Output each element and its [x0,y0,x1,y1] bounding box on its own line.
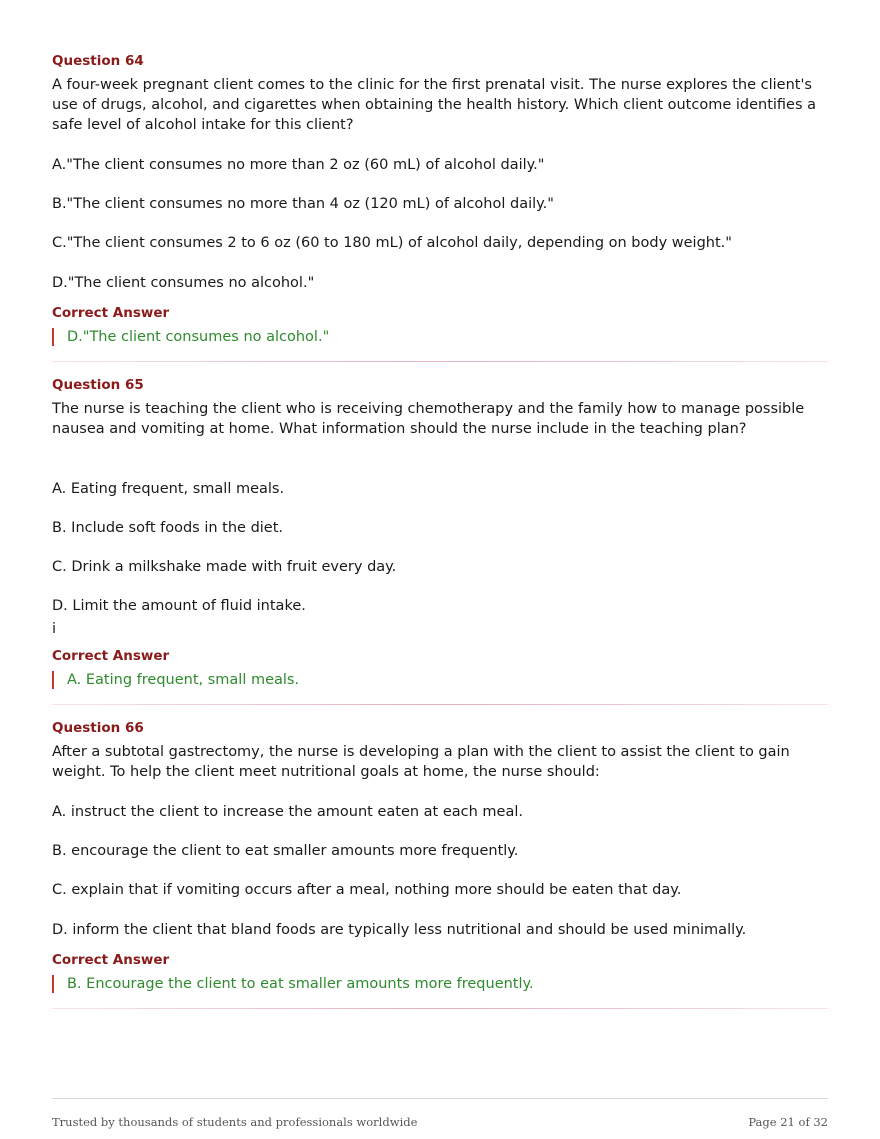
option-a: A."The client consumes no more than 2 oz (60 mL) of alcohol daily." [52,157,545,173]
correct-answer: D."The client consumes no alcohol." [52,328,329,346]
correct-answer: B. Encourage the client to eat smaller amounts more frequently. [52,975,534,993]
question-body: The nurse is teaching the client who is receiving chemotherapy and the family how to manage possible nausea and vomiting at home. What information should the nurse include in the teaching plan? [52,401,805,437]
option-b: B. encourage the client to eat smaller amounts more frequently. [52,843,519,859]
question-title: Question 65 [52,377,144,393]
footer-tagline: Trusted by thousands of students and professionals worldwide [52,1115,418,1129]
option-a: A. Eating frequent, small meals. [52,481,285,497]
option-b: B. Include soft foods in the diet. [52,520,284,536]
correct-answer: A. Eating frequent, small meals. [52,671,299,689]
option-d: D."The client consumes no alcohol." [52,275,315,291]
option-a: A. instruct the client to increase the amount eaten at each meal. [52,804,523,820]
question-66-block [52,719,828,782]
question-65-block [52,376,828,439]
question-body: After a subtotal gastrectomy, the nurse is developing a plan with the client to assist the client to gain weight. To help the client meet nutritional goals at home, the nurse should: [52,744,790,780]
question-title: Question 66 [52,720,144,736]
option-c: C. explain that if vomiting occurs after a meal, nothing more should be eaten that day. [52,882,682,898]
correct-answer-label: Correct Answer [52,305,170,321]
option-d: D. inform the client that bland foods are typically less nutritional and should be used minimally. [52,922,747,938]
question-divider [52,1008,828,1009]
option-c: C. Drink a milkshake made with fruit every day. [52,559,397,575]
question-body: A four-week pregnant client comes to the clinic for the first prenatal visit. The nurse explores the client's use of drugs, alcohol, and cigarettes when obtaining the health history. Which client outcome identifies a safe level of alcohol intake for this client? [52,77,817,133]
option-d: D. Limit the amount of fluid intake. [52,598,306,614]
question-divider [52,361,828,362]
option-c: C."The client consumes 2 to 6 oz (60 to 180 mL) of alcohol daily, depending on body weight." [52,235,732,251]
page-number: Page 21 of 32 [748,1115,828,1129]
footer-divider [52,1098,828,1099]
question-64-block [52,52,828,135]
question-divider [52,704,828,705]
stray-character: i [52,621,57,637]
option-b: B."The client consumes no more than 4 oz (120 mL) of alcohol daily." [52,196,554,212]
correct-answer-label: Correct Answer [52,952,170,968]
correct-answer-label: Correct Answer [52,648,170,664]
question-title: Question 64 [52,53,144,69]
